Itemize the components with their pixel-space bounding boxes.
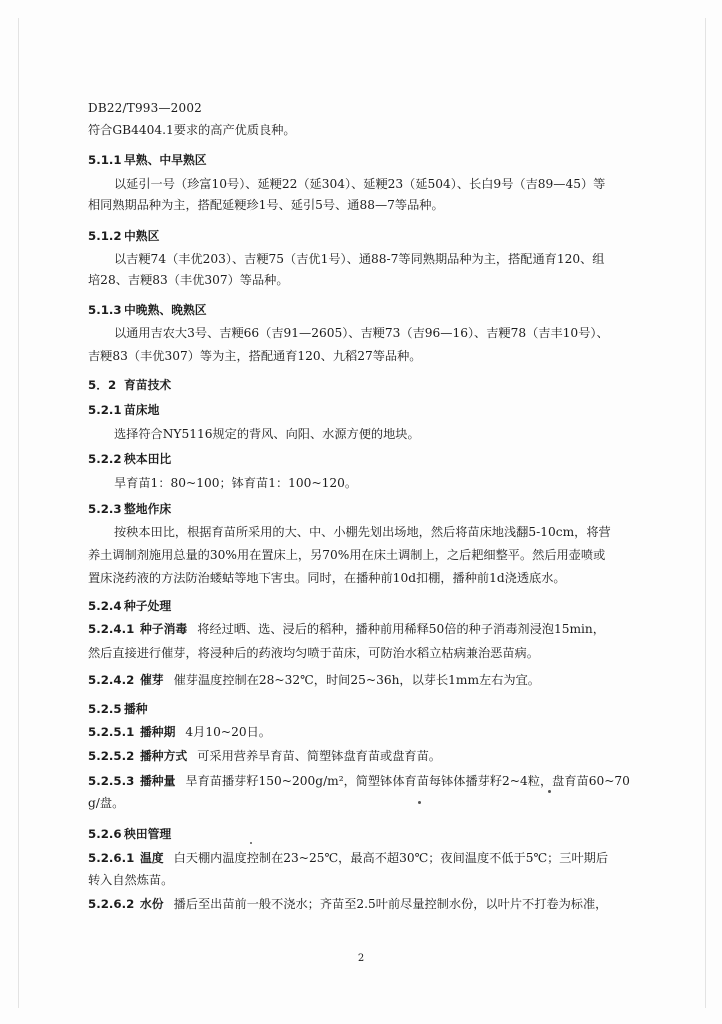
section-heading <box>88 451 171 467</box>
section-title: 种子消毒 <box>140 622 188 636</box>
section-title: 温度 <box>140 851 164 865</box>
section-heading <box>88 377 171 393</box>
section-title: 播种量 <box>140 774 176 788</box>
section-heading <box>88 598 171 614</box>
section-number: 5.1.3 <box>88 303 122 317</box>
section-title: 秧田管理 <box>124 827 172 841</box>
section-title: 播种 <box>124 702 148 716</box>
paragraph-line: 以吉粳74（丰优203）、吉粳75（吉优1号）、通88-7等同熟期品种为主，搭配通育120、组 <box>114 252 605 266</box>
scan-speck <box>250 842 252 844</box>
section-title: 早熟、中早熟区 <box>124 153 207 167</box>
section-number: 5.2.4 <box>88 599 122 613</box>
section-number: 5.2.3 <box>88 502 122 516</box>
section-number: 5.1.1 <box>88 153 122 167</box>
paragraph-text: 将经过晒、选、浸后的稻种，播种前用稀释50倍的种子消毒剂浸泡15min， <box>197 622 605 636</box>
section-title: 苗床地 <box>124 403 160 417</box>
section-heading <box>88 501 171 517</box>
paragraph-text: 4月10~20日。 <box>185 725 271 739</box>
section-title: 播种期 <box>140 725 176 739</box>
section-number: 5.2.1 <box>88 403 122 417</box>
section-heading <box>88 152 207 168</box>
section-title: 水份 <box>140 897 164 911</box>
section-title: 播种方式 <box>140 749 188 763</box>
subsection-paragraph <box>88 850 608 866</box>
paragraph-line: 旱育苗1：80~100；钵育苗1：100~120。 <box>114 476 358 490</box>
paragraph-line: 按秧本田比，根据育苗所采用的大、中、小棚先划出场地，然后将苗床地浅翻5-10cm，将营 <box>114 525 611 539</box>
subsection-paragraph <box>88 773 630 789</box>
section-number: 5.2.6.1 <box>88 851 135 865</box>
section-number: 5.2.5.1 <box>88 725 135 739</box>
section-number: 5.2.5 <box>88 702 122 716</box>
section-number: 5.2.5.3 <box>88 774 135 788</box>
section-number: 5.2.6.2 <box>88 897 135 911</box>
subsection-paragraph <box>88 724 271 740</box>
paragraph-line: 以延引一号（珍富10号）、延粳22（延304）、延粳23（延504）、长白9号（吉89—45）等 <box>114 177 606 191</box>
paragraph-line: 置床浇药液的方法防治蝼蛄等地下害虫。同时，在播种前10d扣棚，播种前1d浇透底水。 <box>88 571 566 585</box>
section-heading <box>88 701 148 717</box>
scan-speck <box>418 801 421 804</box>
section-number: 5.1.2 <box>88 229 122 243</box>
subsection-paragraph <box>88 672 540 688</box>
paragraph-line: 以通用吉农大3号、吉粳66（吉91—2605）、吉粳73（吉96—16）、吉粳78（吉丰10号）、 <box>114 326 609 340</box>
section-title: 秧本田比 <box>124 452 172 466</box>
paragraph-line: 培28、吉粳83（丰优307）等品种。 <box>88 273 289 287</box>
section-title: 育苗技术 <box>124 378 172 392</box>
section-heading <box>88 826 171 842</box>
subsection-paragraph <box>88 621 605 637</box>
section-title: 催芽 <box>140 673 164 687</box>
paragraph-line: 选择符合NY5116规定的背风、向阳、水源方便的地块。 <box>114 427 420 441</box>
paragraph-text: 催芽温度控制在28~32℃，时间25~36h，以芽长1mm左右为宜。 <box>173 673 540 687</box>
section-heading <box>88 402 159 418</box>
standard-code: DB22/T993—2002 <box>88 101 202 115</box>
section-heading <box>88 228 159 244</box>
paragraph-text: 旱育苗播芽籽150~200g/m²，简塑钵体育苗每钵体播芽籽2~4粒，盘育苗60~70 <box>185 774 630 788</box>
paragraph-line: 吉粳83（丰优307）等为主，搭配通育120、九稻27等品种。 <box>88 349 422 363</box>
section-number: 5.2.5.2 <box>88 749 135 763</box>
paragraph-line: 然后直接进行催芽，将浸种后的药液均匀喷于苗床，可防治水稻立枯病兼治恶苗病。 <box>88 646 539 660</box>
paragraph-text: 白天棚内温度控制在23~25℃，最高不超30℃；夜间温度不低于5℃；三叶期后 <box>173 851 609 865</box>
paragraph-line: g/盘。 <box>88 796 125 810</box>
scan-speck <box>548 790 551 793</box>
paragraph-line: 养土调制剂施用总量的30%用在置床上，另70%用在床土调制上，之后耙细整平。然后用壶喷或 <box>88 548 606 562</box>
paragraph-text: 播后至出苗前一般不浇水；齐苗至2.5叶前尽量控制水份，以叶片不打卷为标准， <box>173 897 608 911</box>
section-title: 中熟区 <box>124 229 160 243</box>
section-number: 5.2.4.1 <box>88 622 135 636</box>
section-number: 5．2 <box>88 378 117 392</box>
section-number: 5.2.6 <box>88 827 122 841</box>
section-title: 种子处理 <box>124 599 172 613</box>
subsection-paragraph <box>88 748 441 764</box>
paragraph-line: 符合GB4404.1要求的高产优质良种。 <box>88 123 296 137</box>
section-heading <box>88 302 207 318</box>
paragraph-line: 转入自然炼苗。 <box>88 873 174 887</box>
section-title: 中晚熟、晚熟区 <box>124 303 207 317</box>
section-number: 5.2.4.2 <box>88 673 135 687</box>
page-number: 2 <box>357 953 365 964</box>
section-title: 整地作床 <box>124 502 172 516</box>
paragraph-text: 可采用营养旱育苗、简塑钵盘育苗或盘育苗。 <box>197 749 441 763</box>
section-number: 5.2.2 <box>88 452 122 466</box>
paragraph-line: 相同熟期品种为主，搭配延粳珍1号、延引5号、通88—7等品种。 <box>88 198 444 212</box>
subsection-paragraph <box>88 896 607 912</box>
